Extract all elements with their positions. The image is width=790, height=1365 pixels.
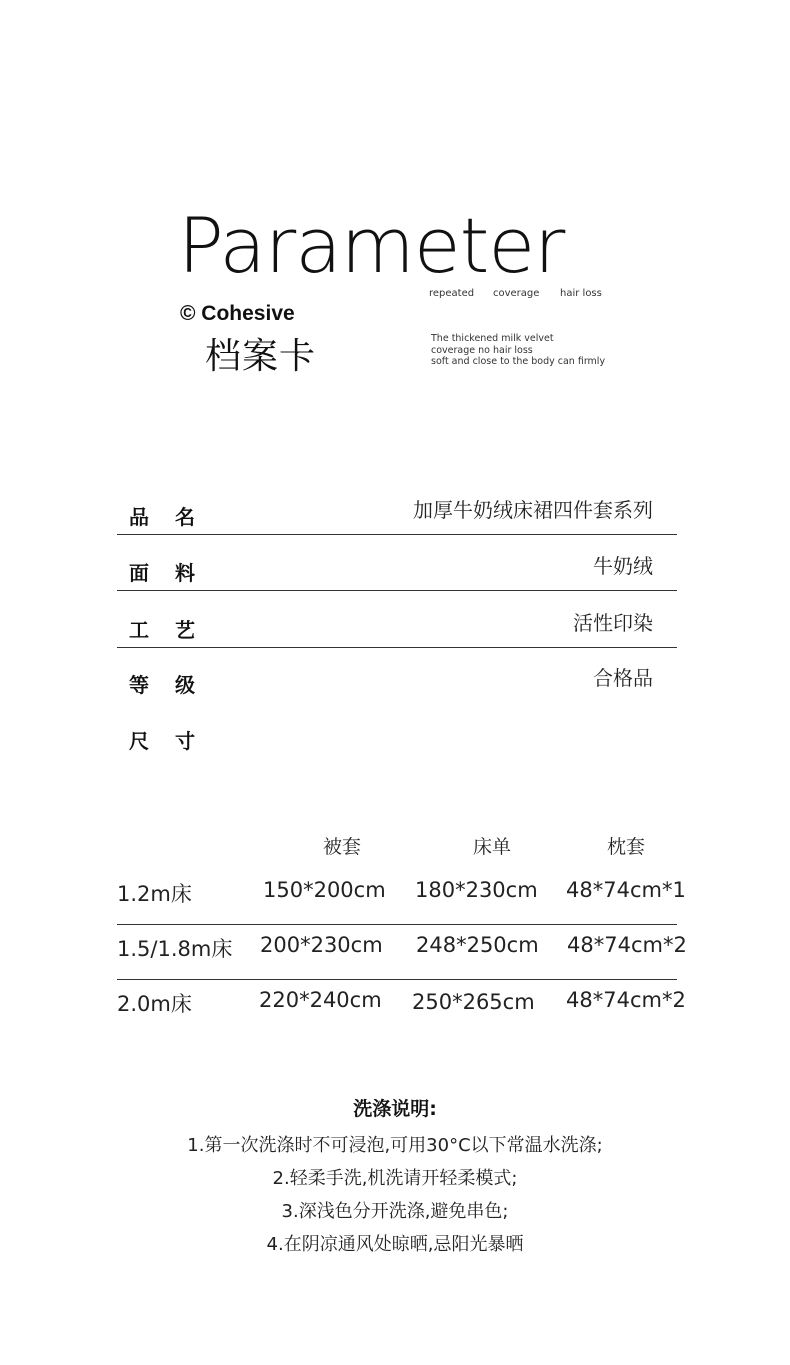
description-line: soft and close to the body can firmly <box>431 356 606 367</box>
page-subtitle: 档案卡 <box>205 336 317 377</box>
param-value: 活性印染 <box>573 611 653 635</box>
brand-name: © Cohesive <box>180 302 295 325</box>
tagline-coverage: coverage <box>493 288 540 299</box>
cell-pillow: 48*74cm*2 <box>567 933 687 957</box>
cell-duvet: 150*200cm <box>263 878 386 902</box>
param-label: 等级 <box>129 673 221 697</box>
care-item: 2.轻柔手洗,机洗请开轻柔模式; <box>272 1168 518 1189</box>
care-item: 3.深浅色分开洗涤,避免串色; <box>281 1201 509 1222</box>
param-value: 加厚牛奶绒床裙四件套系列 <box>413 498 653 522</box>
param-row-fabric <box>117 534 677 591</box>
cell-duvet: 220*240cm <box>259 988 382 1012</box>
cell-bed-size: 2.0m床 <box>117 992 192 1016</box>
param-row-craft <box>117 591 677 648</box>
cell-pillow: 48*74cm*1 <box>566 878 686 902</box>
param-row-name <box>117 478 677 535</box>
cell-bed-size: 1.2m床 <box>117 882 192 906</box>
cell-bed-size: 1.5/1.8m床 <box>117 937 233 961</box>
cell-pillow: 48*74cm*2 <box>566 988 686 1012</box>
param-label: 工艺 <box>129 618 221 642</box>
column-header-sheet: 床单 <box>473 836 512 858</box>
param-value: 牛奶绒 <box>593 554 653 578</box>
param-row-size <box>117 703 677 759</box>
tagline-hair-loss: hair loss <box>560 288 602 299</box>
cell-duvet: 200*230cm <box>260 933 383 957</box>
cell-sheet: 180*230cm <box>415 878 538 902</box>
description-line: coverage no hair loss <box>431 344 533 356</box>
column-header-duvet: 被套 <box>323 836 362 858</box>
page-title: Parameter <box>178 201 565 290</box>
cell-sheet: 248*250cm <box>416 933 539 957</box>
care-title: 洗涤说明: <box>353 1098 437 1120</box>
cell-sheet: 250*265cm <box>412 990 535 1014</box>
param-label: 品名 <box>129 505 221 529</box>
care-item: 4.在阴凉通风处晾晒,忌阳光暴晒 <box>266 1234 524 1255</box>
param-label: 面料 <box>129 561 221 585</box>
product-description <box>431 333 605 368</box>
column-header-pillow: 枕套 <box>607 836 646 858</box>
table-row <box>117 925 687 980</box>
tagline-repeated: repeated <box>429 288 475 299</box>
table-row <box>117 981 686 1035</box>
param-row-grade <box>117 647 677 703</box>
table-row <box>117 870 686 925</box>
param-value: 合格品 <box>593 666 653 690</box>
param-label: 尺寸 <box>129 729 221 753</box>
description-line: The thickened milk velvet <box>431 333 554 344</box>
care-item: 1.第一次洗涤时不可浸泡,可用30°C以下常温水洗涤; <box>187 1135 603 1156</box>
